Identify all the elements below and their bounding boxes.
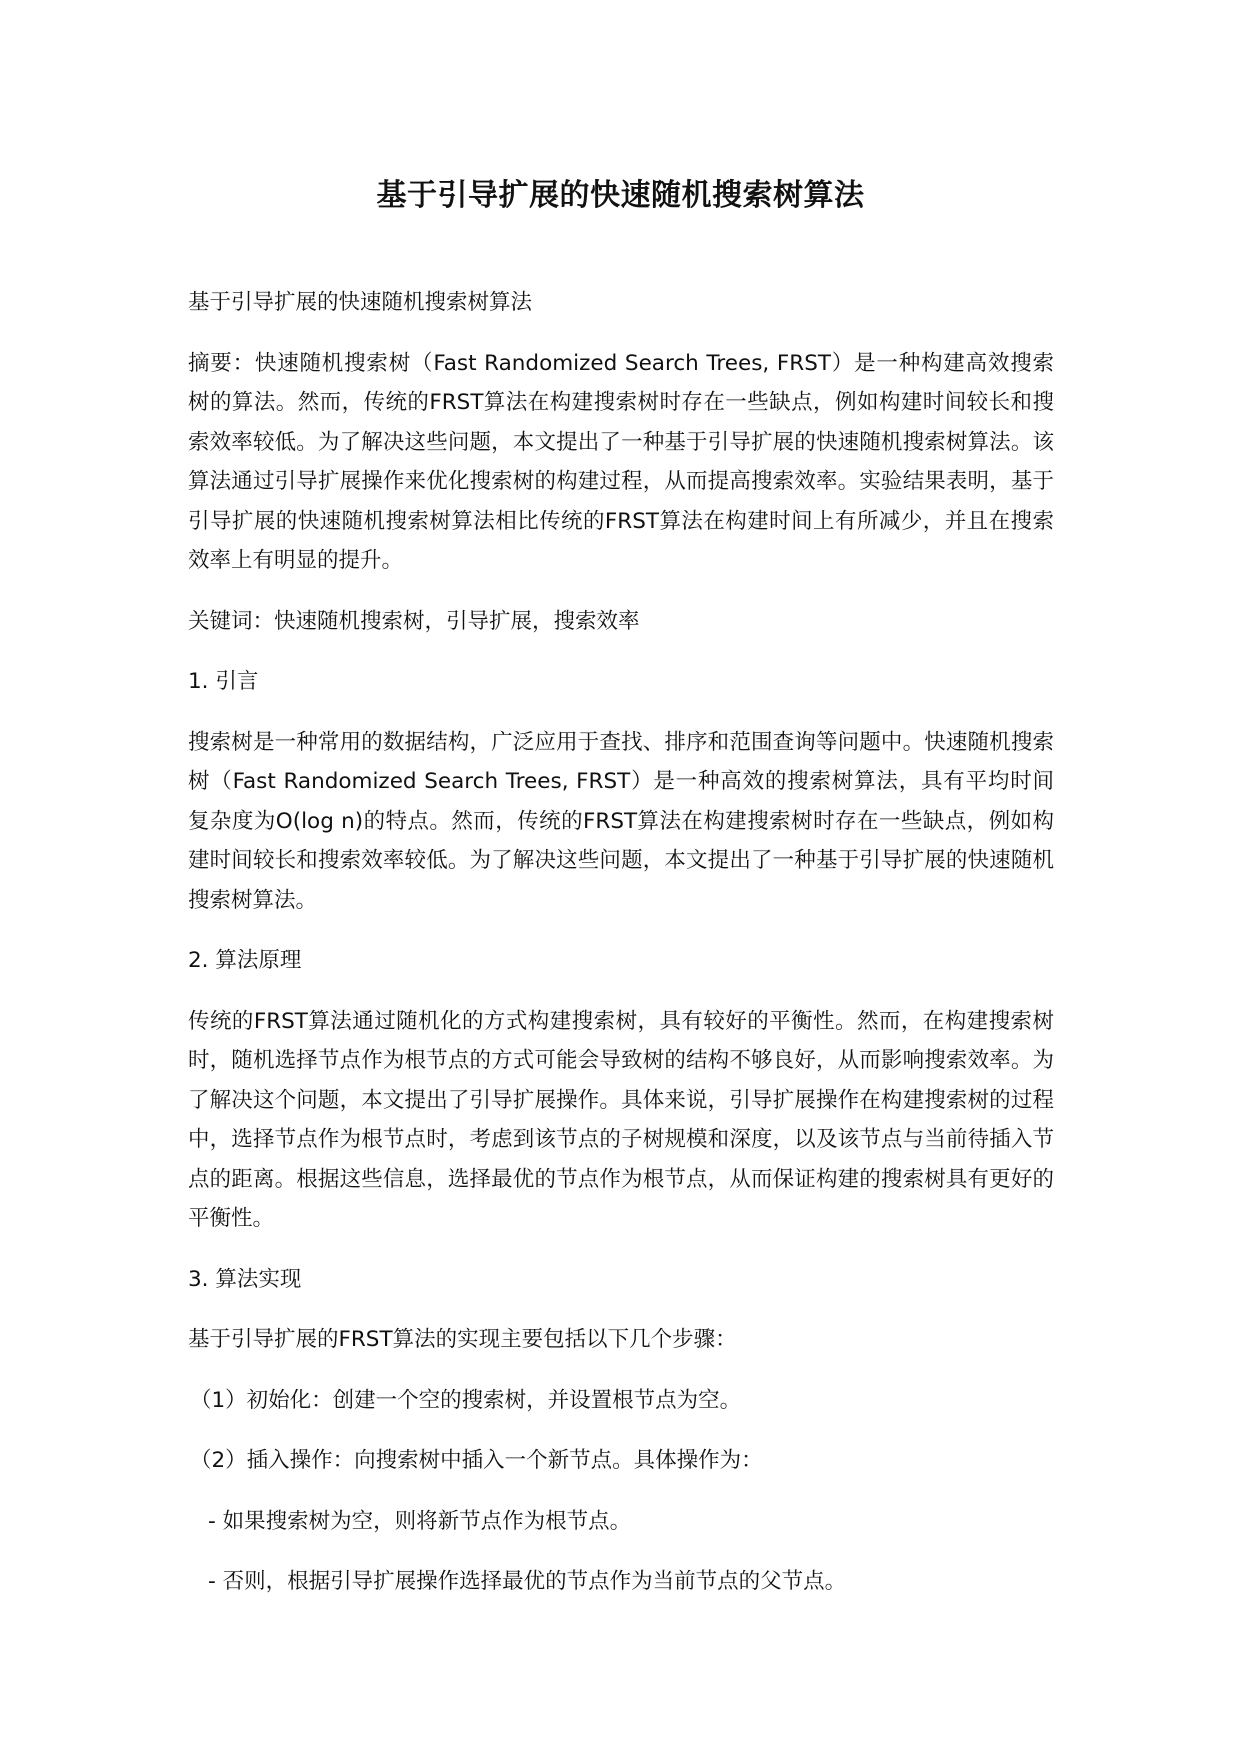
document-subtitle: 基于引导扩展的快速随机搜索树算法 — [188, 290, 533, 315]
step-initialize: （1）初始化：创建一个空的搜索树，并设置根节点为空。 — [190, 1387, 742, 1413]
bullet-empty-tree: - 如果搜索树为空，则将新节点作为根节点。 — [208, 1508, 632, 1534]
principle-paragraph: 传统的FRST算法通过随机化的方式构建搜索树，具有较好的平衡性。然而，在构建搜索树时，随机选择节点作为根节点的方式可能会导致树的结构不够良好，从而影响搜索效率。为了解决这个问题，本文提出了引导扩展操作。具体来说，引导扩展操作在构建搜索树的过程中，选择节点作为根节点时，考虑到该节点的子树规模和深度，以及该节点与当前待插入节点的距离。根据这些信息，选择最优的节点作为根节点，从而保证构建的搜索树具有更好的平衡性。 — [188, 1008, 1054, 1231]
bullet-select-parent: - 否则，根据引导扩展操作选择最优的节点作为当前节点的父节点。 — [208, 1569, 847, 1594]
section-heading-implementation: 3. 算法实现 — [188, 1266, 302, 1292]
implementation-intro: 基于引导扩展的FRST算法的实现主要包括以下几个步骤： — [188, 1327, 737, 1352]
abstract-paragraph: 摘要：快速随机搜索树（Fast Randomized Search Trees, FRST）是一种构建高效搜索树的算法。然而，传统的FRST算法在构建搜索树时存在一些缺点，例如构建时间较长和搜索效率较低。为了解决这些问题，本文提出了一种基于引导扩展的快速随机搜索树算法。该算法通过引导扩展操作来优化搜索树的构建过程，从而提高搜索效率。实验结果表明，基于引导扩展的快速随机搜索树算法相比传统的FRST算法在构建时间上有所减少，并且在搜索效率上有明显的提升。 — [188, 350, 1054, 573]
step-insert: （2）插入操作：向搜索树中插入一个新节点。具体操作为： — [190, 1448, 763, 1473]
document-body — [188, 283, 1054, 1623]
section-heading-introduction: 1. 引言 — [188, 669, 259, 694]
document-title: 基于引导扩展的快速随机搜索树算法 — [376, 178, 865, 213]
section-heading-principle: 2. 算法原理 — [188, 948, 302, 973]
introduction-paragraph: 搜索树是一种常用的数据结构，广泛应用于查找、排序和范围查询等问题中。快速随机搜索树（Fast Randomized Search Trees, FRST）是一种高效的搜索树算法，具有平均时间复杂度为O(log n)的特点。然而，传统的FRST算法在构建搜索树时存在一些缺点，例如构建时间较长和搜索效率较低。为了解决这些问题，本文提出了一种基于引导扩展的快速随机搜索树算法。 — [188, 729, 1054, 913]
keywords-line: 关键词：快速随机搜索树，引导扩展，搜索效率 — [188, 608, 640, 634]
